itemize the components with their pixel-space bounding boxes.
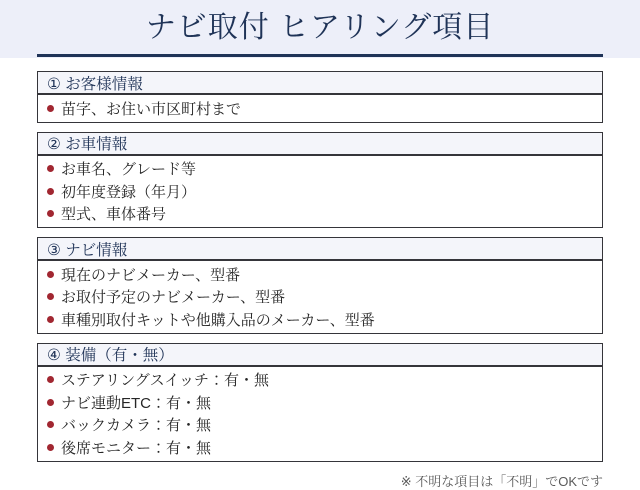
section-heading: ④ 装備（有・無）	[38, 344, 602, 367]
list-item	[38, 308, 602, 331]
list-item-text: 苗字、お住い市区町村まで	[61, 100, 242, 118]
list-item-text: 現在のナビメーカー、型番	[61, 266, 241, 284]
list-item	[38, 369, 602, 392]
list-item-text: お取付予定のナビメーカー、型番	[61, 289, 286, 307]
bullet-dot-icon	[47, 271, 54, 278]
bullet-dot-icon	[47, 188, 54, 195]
bullet-dot-icon	[47, 399, 54, 406]
list-item	[38, 203, 602, 226]
bullet-dot-icon	[47, 105, 54, 112]
bullet-dot-icon	[47, 421, 54, 428]
section-box	[37, 132, 603, 229]
content-area	[37, 71, 603, 462]
list-item-text: ナビ連動ETC：有・無	[61, 394, 212, 412]
list-item	[38, 414, 602, 437]
list-item	[38, 286, 602, 309]
list-item-text: 初年度登録（年月）	[61, 183, 197, 201]
title-band	[0, 0, 640, 58]
list-item-text: 後席モニター：有・無	[61, 439, 212, 457]
page-title: ナビ取付 ヒアリング項目	[145, 11, 495, 44]
section-box	[37, 237, 603, 334]
list-item	[38, 436, 602, 459]
list-item-text: ステアリングスイッチ：有・無	[61, 372, 270, 390]
list-item-text: お車名、グレード等	[61, 161, 197, 179]
footer-note: ※ 不明な項目は「不明」でOKです	[400, 473, 603, 489]
bullet-dot-icon	[47, 316, 54, 323]
list-item-text: 型式、車体番号	[61, 206, 167, 224]
section-item-list	[38, 367, 602, 461]
bullet-dot-icon	[47, 376, 54, 383]
section-item-list	[38, 95, 602, 122]
section-heading: ① お客様情報	[38, 72, 602, 95]
title-underline	[37, 54, 603, 57]
bullet-dot-icon	[47, 293, 54, 300]
section-box	[37, 71, 603, 123]
bullet-dot-icon	[47, 210, 54, 217]
list-item	[38, 263, 602, 286]
list-item	[38, 391, 602, 414]
list-item	[38, 180, 602, 203]
section-box	[37, 343, 603, 462]
list-item	[38, 97, 602, 120]
bullet-dot-icon	[47, 165, 54, 172]
bullet-dot-icon	[47, 444, 54, 451]
list-item-text: 車種別取付キットや他購入品のメーカー、型番	[61, 311, 375, 329]
section-heading: ③ ナビ情報	[38, 238, 602, 261]
list-item-text: バックカメラ：有・無	[61, 417, 212, 435]
list-item	[38, 158, 602, 181]
section-item-list	[38, 156, 602, 228]
section-item-list	[38, 261, 602, 333]
section-heading: ② お車情報	[38, 133, 602, 156]
